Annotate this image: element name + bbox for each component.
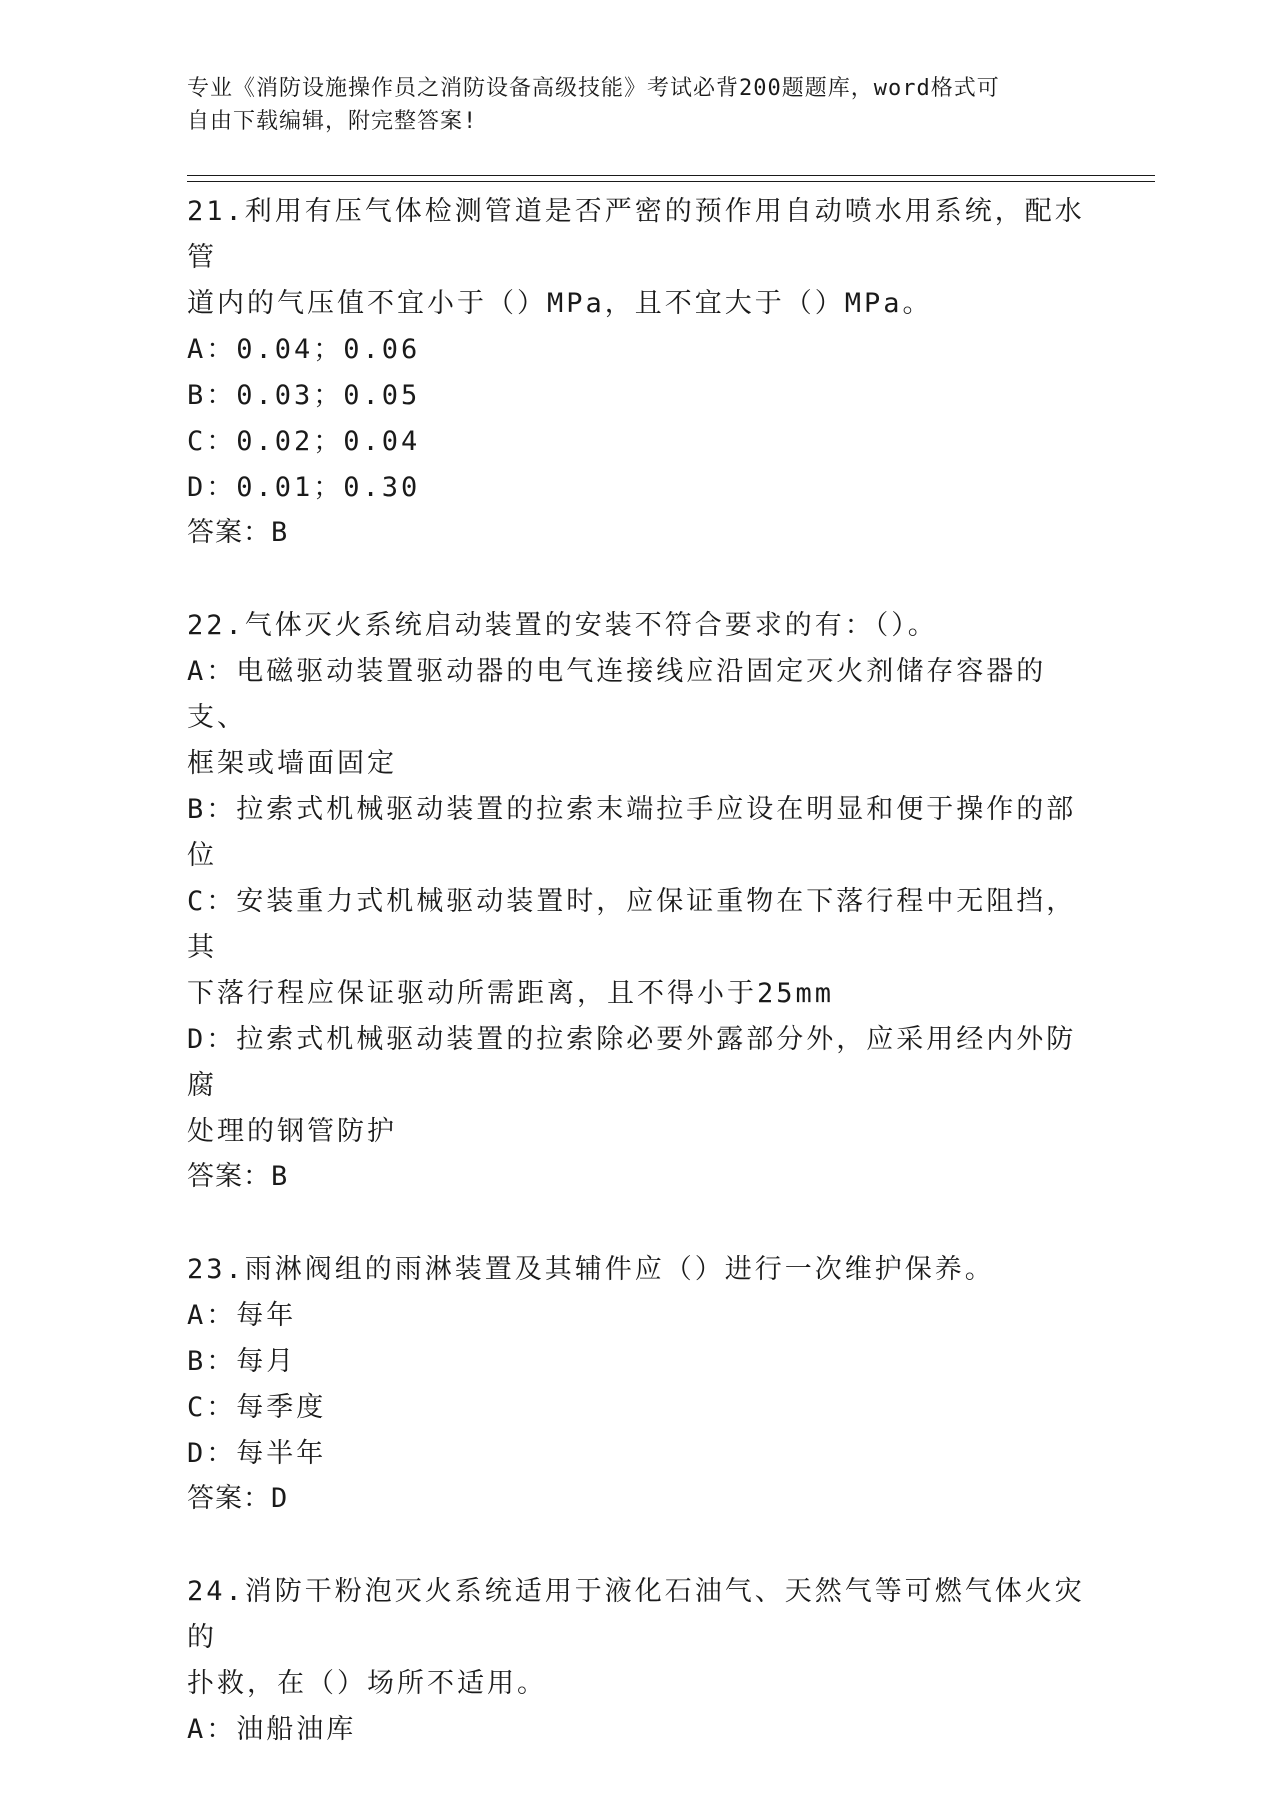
- question-23: [187, 1247, 1087, 1521]
- question-stem-line: 22.气体灭火系统启动装置的安装不符合要求的有：（）。: [187, 610, 938, 641]
- option-a: A：电磁驱动装置驱动器的电气连接线应沿固定灭火剂储存容器的支、: [187, 656, 1047, 733]
- header-line-1: 专业《消防设施操作员之消防设备高级技能》考试必背200题题库，word格式可: [187, 76, 1000, 101]
- option-c: C：安装重力式机械驱动装置时，应保证重物在下落行程中无阻挡，其: [187, 886, 1077, 963]
- question-list: [187, 189, 1087, 1801]
- question-stem-line: 24.消防干粉泡灭火系统适用于液化石油气、天然气等可燃气体火灾的: [187, 1576, 1085, 1653]
- answer-line: [187, 511, 1087, 555]
- question-stem-line: 扑救，在（）场所不适用。: [187, 1668, 547, 1699]
- option-b: B：每月: [187, 1346, 297, 1377]
- header-line-2: 自由下载编辑，附完整答案!: [187, 109, 478, 134]
- question-stem-line: 道内的气压值不宜小于（）MPa，且不宜大于（）MPa。: [187, 288, 933, 319]
- question-stem-line: 23.雨淋阀组的雨淋装置及其辅件应（）进行一次维护保养。: [187, 1254, 995, 1285]
- header-divider-bottom: [187, 181, 1155, 182]
- question-stem-line: 21.利用有压气体检测管道是否严密的预作用自动喷水用系统，配水管: [187, 196, 1085, 273]
- option-d: D：0.01；0.30: [187, 472, 421, 503]
- answer-label: 答案：: [187, 1483, 271, 1514]
- option-b: B：拉索式机械驱动装置的拉索末端拉手应设在明显和便于操作的部位: [187, 794, 1077, 871]
- question-22: [187, 603, 1087, 1199]
- header-divider-top: [187, 175, 1155, 176]
- answer-label: 答案：: [187, 1161, 271, 1192]
- question-24: [187, 1569, 1087, 1753]
- answer-line: [187, 1477, 1087, 1521]
- option-b: B：0.03；0.05: [187, 380, 421, 411]
- option-d: D：每半年: [187, 1438, 327, 1469]
- option-a-continued: 框架或墙面固定: [187, 748, 397, 779]
- option-c: C：每季度: [187, 1392, 327, 1423]
- option-c-continued: 下落行程应保证驱动所需距离，且不得小于25mm: [187, 978, 835, 1009]
- answer-label: 答案：: [187, 517, 271, 548]
- answer-value: B: [271, 1161, 289, 1192]
- answer-line: [187, 1155, 1087, 1199]
- document-header: [187, 72, 1067, 138]
- answer-value: B: [271, 517, 289, 548]
- option-c: C：0.02；0.04: [187, 426, 421, 457]
- option-d: D：拉索式机械驱动装置的拉索除必要外露部分外，应采用经内外防腐: [187, 1024, 1077, 1101]
- option-a: A：0.04；0.06: [187, 334, 421, 365]
- option-a: A：油船油库: [187, 1714, 357, 1745]
- option-d-continued: 处理的钢管防护: [187, 1116, 397, 1147]
- answer-value: D: [271, 1483, 289, 1514]
- option-a: A：每年: [187, 1300, 297, 1331]
- question-21: [187, 189, 1087, 555]
